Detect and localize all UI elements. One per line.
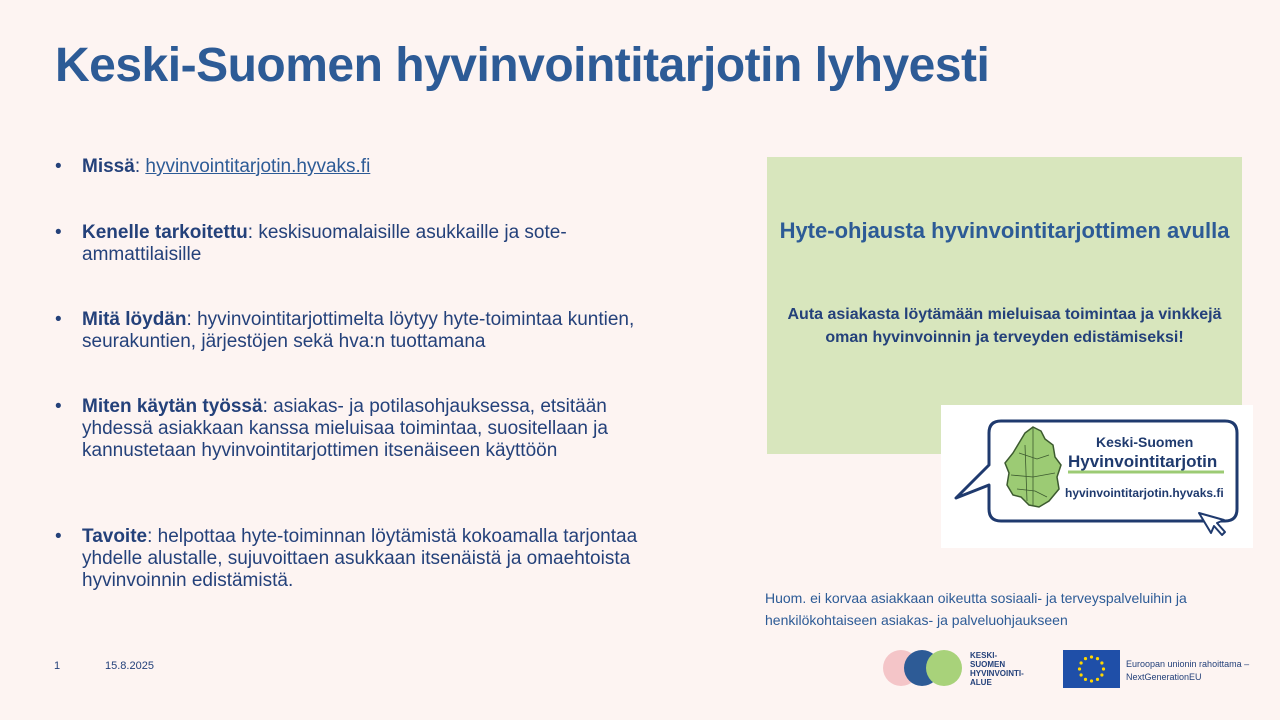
- bullet-target-audience-text: : keskisuomalaisille asukkaille ja sote-ammattilaisille: [82, 222, 567, 265]
- logo-line3: hyvinvointitarjotin.hyvaks.fi: [1065, 486, 1224, 500]
- hyvinvointitarjotin-logo: [941, 405, 1253, 548]
- bullet-goal-text: : helpottaa hyte-toiminnan löytämistä kokoamalla tarjontaa yhdelle alustalle, sujuvoittaen asukkaan itsenäistä ja omaehtoista hyvinvoinnin edistämistä.: [82, 526, 638, 591]
- bullet-how-use: [55, 396, 682, 462]
- eu-flag-icon: [1063, 650, 1120, 688]
- org-line3: HYVINVOINTI-: [970, 669, 1024, 678]
- bullet-what-found: [55, 309, 682, 353]
- bullet-what-found-text: : hyvinvointitarjottimelta löytyy hyte-toimintaa kuntien, seurakuntien, järjestöjen sekä hva:n tuottamana: [82, 309, 635, 352]
- org-logo-circles-icon: [882, 649, 968, 687]
- speech-bubble-logo-graphic: [941, 405, 1253, 548]
- hyte-info-box-title: Hyte-ohjausta hyvinvointitarjottimen avulla: [779, 218, 1230, 243]
- bullet-target-audience-label: Kenelle tarkoitettu: [82, 222, 248, 243]
- hyte-info-box-text: Auta asiakasta löytämään mieluisaa toimintaa ja vinkkejä oman hyvinvoinnin ja terveyden edistämiseksi!: [787, 306, 1222, 346]
- eu-line1: Euroopan unionin rahoittama –: [1126, 659, 1250, 669]
- bullet-goal-label: Tavoite: [82, 526, 148, 547]
- logo-line2: Hyvinvointitarjotin: [1068, 452, 1218, 471]
- website-link[interactable]: hyvinvointitarjotin.hyvaks.fi: [145, 156, 371, 177]
- bullet-where: [55, 156, 682, 178]
- slide-date: 15.8.2025: [105, 660, 154, 672]
- disclaimer-note: Huom. ei korvaa asiakkaan oikeutta sosiaali- ja terveyspalveluihin ja henkilökohtaiseen asiakas- ja palveluohjaukseen: [765, 590, 1187, 628]
- org-line4: ALUE: [970, 678, 992, 687]
- bullet-how-use-label: Miten käytän työssä: [82, 396, 263, 417]
- logo-line1: Keski-Suomen: [1096, 434, 1194, 450]
- bullet-target-audience: [55, 222, 682, 266]
- bullet-where-label: Missä: [82, 156, 135, 177]
- bullet-where-separator: :: [134, 156, 146, 177]
- bullet-how-use-text: : asiakas- ja potilasohjauksessa, etsitään yhdessä asiakkaan kanssa mieluisaa toimintaa, suositellaan ja kannustetaan hyvinvointitarjottimen itsenäiseen käyttöön: [82, 396, 608, 461]
- org-line2: SUOMEN: [970, 660, 1006, 669]
- bullet-goal: [55, 526, 682, 592]
- page-number: 1: [54, 660, 61, 672]
- org-logo-text: [970, 651, 1050, 687]
- eu-funding-text: [1126, 658, 1266, 684]
- bullet-what-found-label: Mitä löydän: [82, 309, 187, 330]
- org-line1: KESKI-: [970, 651, 998, 660]
- page-title: Keski-Suomen hyvinvointitarjotin lyhyesti: [55, 39, 990, 92]
- eu-line2: NextGenerationEU: [1126, 672, 1202, 682]
